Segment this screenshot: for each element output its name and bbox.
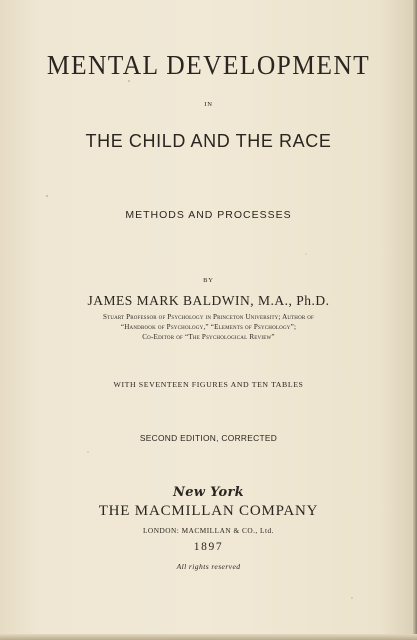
publisher-city: New York xyxy=(173,485,244,500)
author-credential-line-2: “Handbook of Psychology,” “Elements of Psychology”; xyxy=(120,323,297,331)
author-credential-line-3: Co-Editor of “The Psychological Review” xyxy=(142,333,275,341)
publication-year: 1897 xyxy=(193,541,224,553)
rights-notice: All rights reserved xyxy=(176,562,241,571)
book-subtitle: THE CHILD AND THE RACE xyxy=(85,131,332,151)
author-name: JAMES MARK BALDWIN, M.A., Ph.D. xyxy=(87,293,330,308)
book-title: MENTAL DEVELOPMENT xyxy=(46,49,371,81)
methods-line: METHODS AND PROCESSES xyxy=(125,209,292,221)
page-bottom-edge xyxy=(0,634,417,640)
figures-note: WITH SEVENTEEN FIGURES AND TEN TABLES xyxy=(113,380,304,389)
by-line: BY xyxy=(203,277,214,284)
edition-note: SECOND EDITION, CORRECTED xyxy=(139,433,278,443)
title-connector: IN xyxy=(204,101,213,108)
page-right-edge xyxy=(413,0,417,640)
publisher-name: THE MACMILLAN COMPANY xyxy=(98,503,319,519)
author-credential-line-1: Stuart Professor of Psychology in Princeton University; Author of xyxy=(103,313,314,321)
publisher-london-line: LONDON: MACMILLAN & CO., Ltd. xyxy=(142,526,275,535)
